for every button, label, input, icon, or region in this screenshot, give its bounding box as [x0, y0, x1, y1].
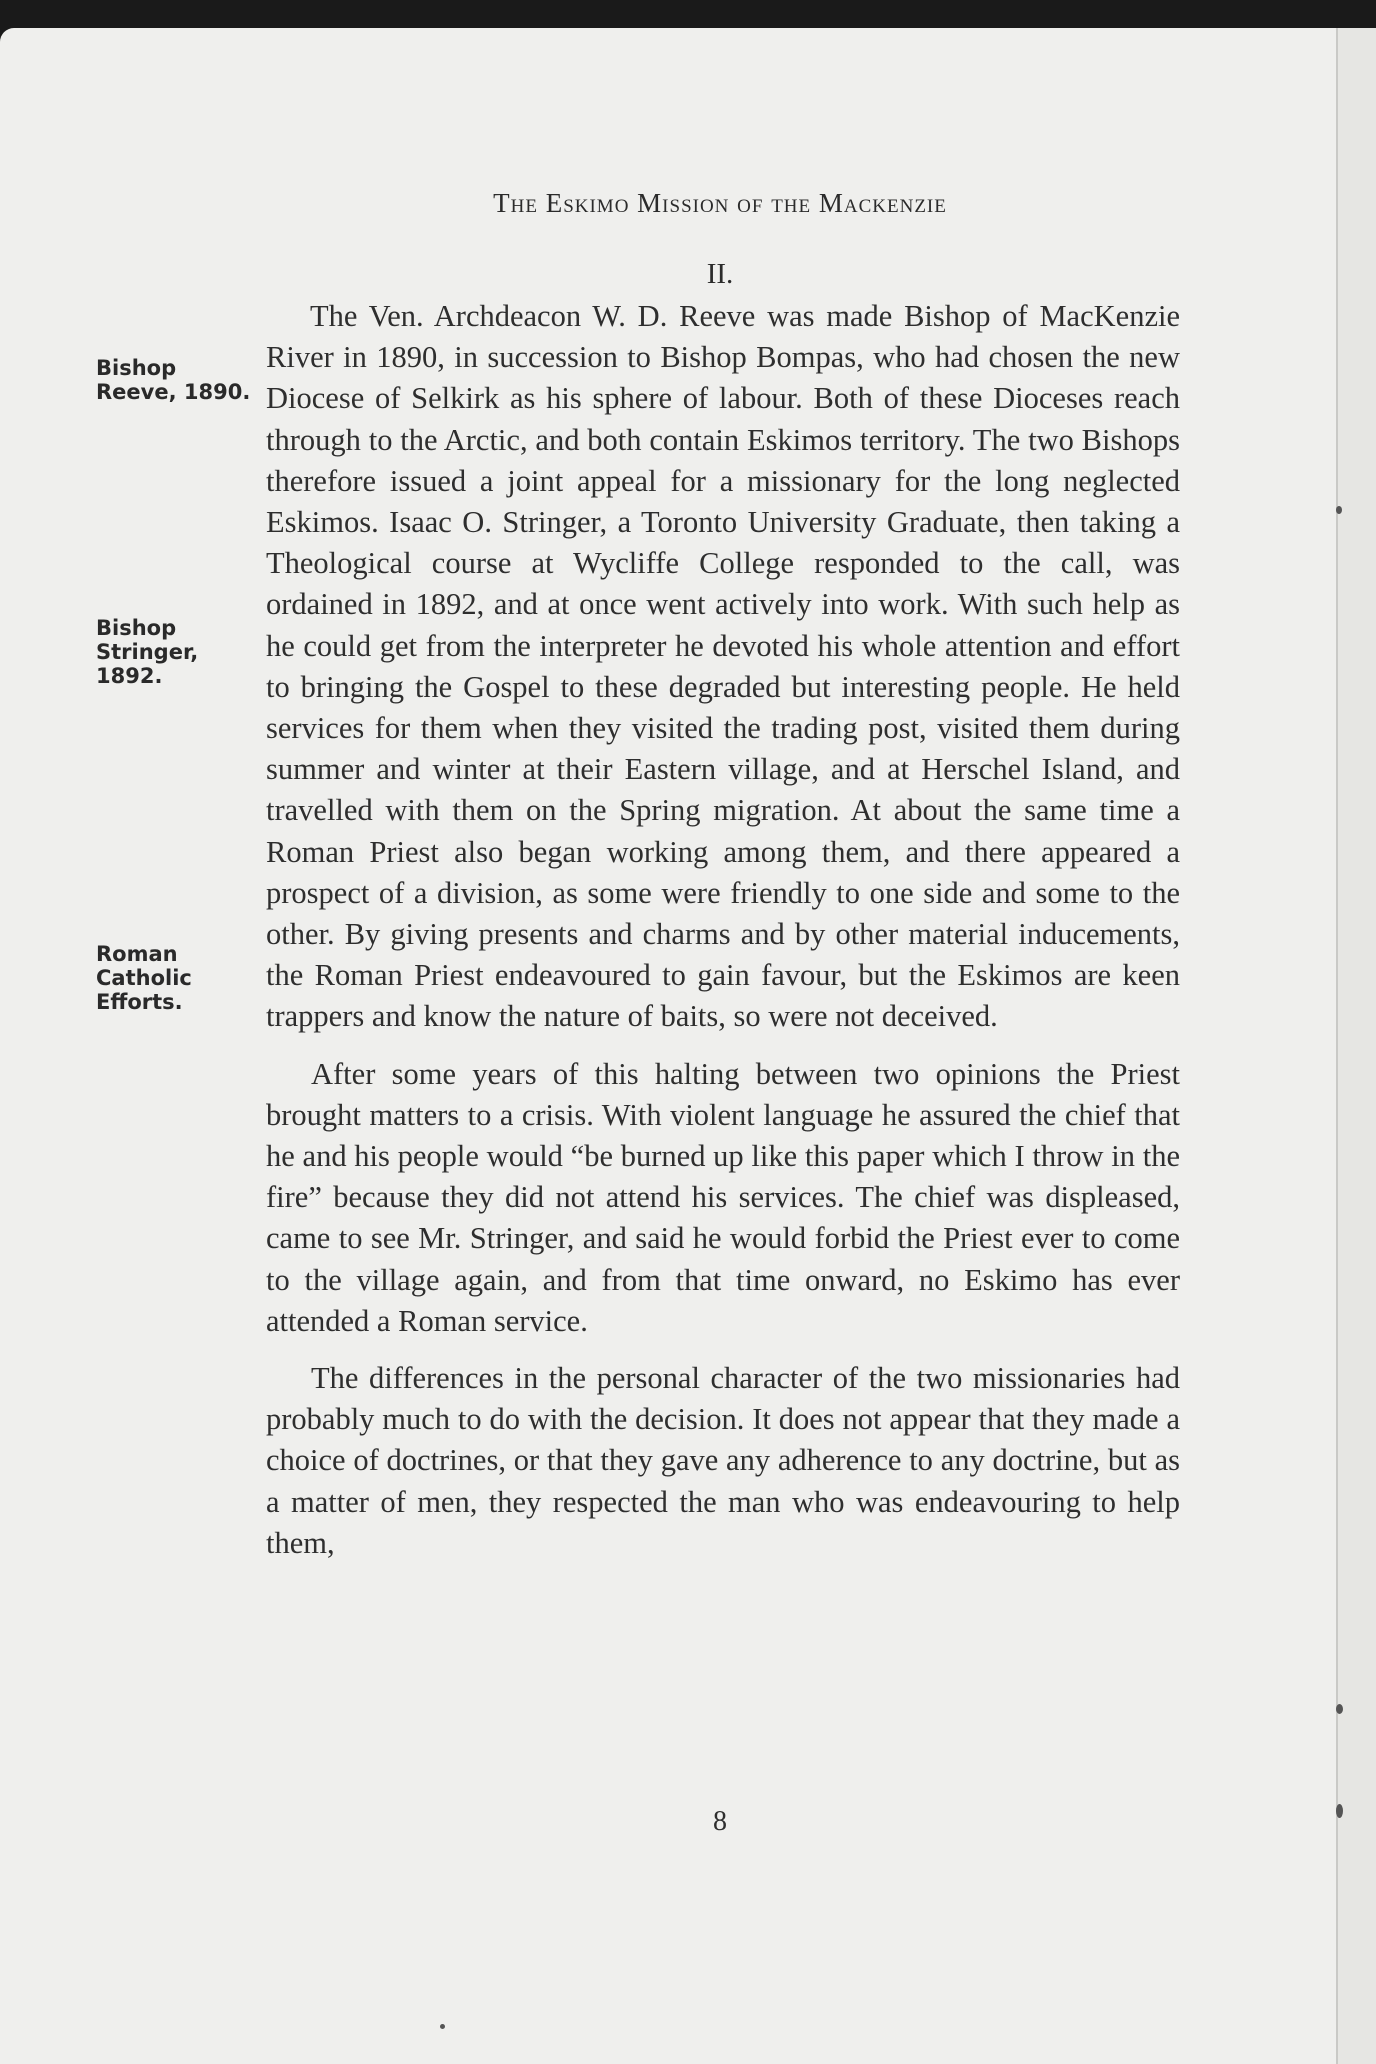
body-text: [266, 296, 1180, 1580]
margin-note-roman-catholic-efforts: Roman Catholic Efforts.: [96, 942, 192, 1014]
section-number: II.: [706, 258, 734, 290]
paper-speck: [1336, 1704, 1343, 1714]
margin-note-bishop-reeve: Bishop Reeve, 1890.: [96, 356, 251, 404]
paragraph: The Ven. Archdeacon W. D. Reeve was made Bishop of MacKenzie River in 1890, in succession to Bishop Bompas, who had chosen the new Diocese of Selkirk as his sphere of labour. Both of these Dioceses reach through to the Arctic, and both contain Eskimos territory. The two Bishops therefore issued a joint appeal for a missionary for the long neglected Eskimos. Isaac O. Stringer, a Toronto University Graduate, then taking a Theological course at Wycliffe College responded to the call, was ordained in 1892, and at once went actively into work. With such help as he could get from the interpreter he devoted his whole attention and effort to bringing the Gospel to these degraded but interesting people. He held services for them when they visited the trading post, visited them during summer and winter at their Eastern village, and at Herschel Island, and travelled with them on the Spring migration. At about the same time a Roman Priest also began working among them, and there appeared a prospect of a division, as some were friendly to one side and some to the other. By giving presents and charms and by other material inducements, the Roman Priest endeavoured to gain favour, but the Eskimos are keen trappers and know the nature of baits, so were not deceived.: [266, 299, 1180, 1034]
document-page: [0, 28, 1376, 2064]
page-gutter-line: [1336, 28, 1338, 2064]
paragraph: The differences in the personal character of the two missionaries had probably much to do with the decision. It does not appear that they made a choice of doctrines, or that they gave any adherence to any doctrine, but as a matter of men, they respected the man who was endeavouring to help them,: [266, 1361, 1180, 1560]
paragraph: After some years of this halting between two opinions the Priest brought matters to a crisis. With violent language he assured the chief that he and his people would “be burned up like this paper which I throw in the fire” because they did not attend his services. The chief was displeased, came to see Mr. Stringer, and said he would forbid the Priest ever to come to the village again, and from that time onward, no Eskimo has ever attended a Roman service.: [266, 1056, 1180, 1338]
paper-speck: [1336, 506, 1342, 514]
next-page-edge: [1338, 28, 1376, 2064]
running-head: The Eskimo Mission of the Mackenzie: [493, 188, 947, 218]
page-number: 8: [713, 1806, 727, 1837]
margin-note-bishop-stringer: Bishop Stringer, 1892.: [96, 616, 199, 688]
paper-speck: [1336, 1804, 1343, 1818]
paper-speck: [440, 2024, 445, 2029]
